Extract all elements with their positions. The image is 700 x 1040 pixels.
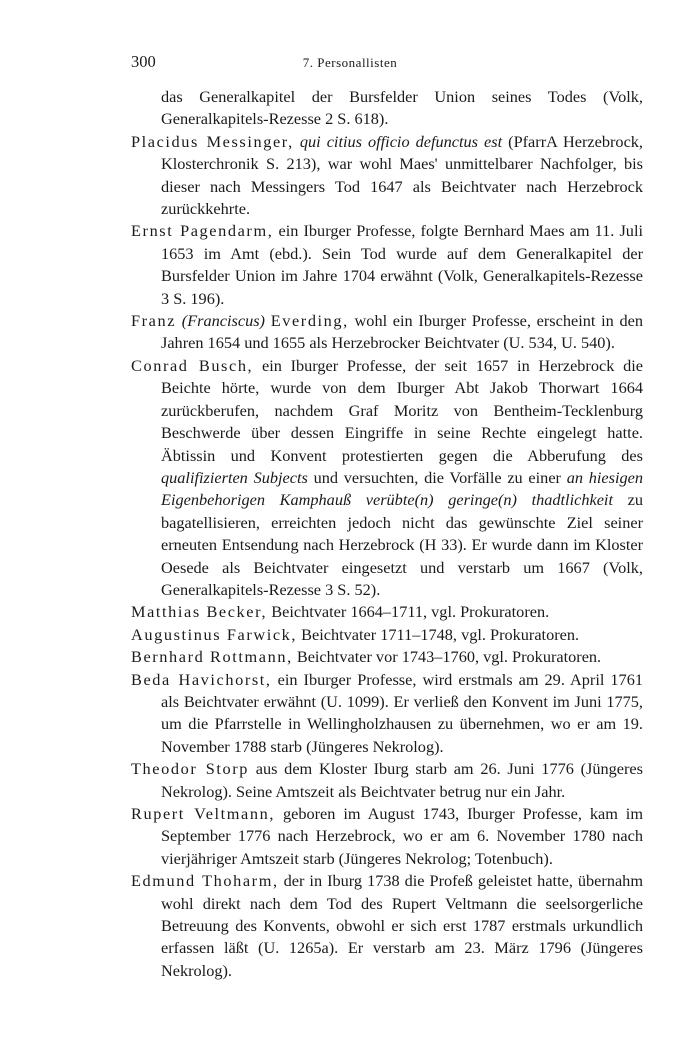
person-name-last: Everding, bbox=[270, 311, 349, 331]
entry-text: Beichtvater 1711–1748, vgl. Prokuratoren. bbox=[301, 624, 580, 644]
entry-text: (PfarrA Herzebrock, Klosterchronik S. 213), war wohl Maes' unmittelbarer Nachfolger, bis dieser nach Messingers Tod 1647 als Beichtvater nach Herzebrock zurückkehrte. bbox=[161, 131, 644, 219]
continued-paragraph bbox=[131, 86, 643, 131]
person-name: Rupert Veltmann, bbox=[131, 804, 276, 823]
entry-text: wohl ein Iburger Professe, erscheint in den Jahren 1654 und 1655 als Herzebrocker Beichtvater (U. 534, U. 540). bbox=[161, 311, 643, 353]
entry-text: ein Iburger Professe, der seit 1657 in Herzebrock die Beichte hörte, wurde von dem Iburger Abt Jakob Thorwart 1664 zurückberufen, nachdem Graf Moritz von Bentheim-Tecklenburg Beschwerde über dessen Eingriffe in seine Rechte eingelegt hatte. Äbtissin und Konvent protestierten gegen die Abberufung des bbox=[161, 355, 643, 465]
entry-text: der in Iburg 1738 die Profeß geleistet hatte, übernahm wohl direkt nach dem Tod des Rupert Veltmann die seelsorgerliche Betreuung des Konvents, obwohl er sich erst 1787 erstmals urkundlich erfassen läßt (U. 1265a). Er verstarb am 23. März 1796 (Jüngeres Nekrolog). bbox=[161, 871, 643, 980]
quote: qualifizierten Subjects bbox=[161, 467, 308, 487]
entry-text: Beichtvater 1664–1711, vgl. Prokuratoren. bbox=[271, 602, 550, 622]
person-name: Augustinus Farwick, bbox=[131, 624, 298, 644]
entry-text: ein Iburger Professe, wird erstmals am 29. April 1761 als Beichtvater erwähnt (U. 1099). Er verließ den Konvent im Juni 1775, um die Pfarrstelle in Wellingholzhausen zu übernehmen, wo er am 19. November 1788 starb (Jüngeres Nekrolog). bbox=[161, 669, 643, 756]
entry-bernhard-rottmann bbox=[131, 646, 643, 668]
entry-conrad-busch bbox=[131, 355, 643, 601]
entry-text: und versuchten, die Vorfälle zu einer bbox=[313, 467, 561, 487]
entry-rupert-veltmann bbox=[131, 803, 643, 870]
person-name: Edmund Thoharm, bbox=[131, 871, 279, 891]
entry-ernst-pagendarm bbox=[131, 220, 643, 310]
running-head: 7. Personallisten bbox=[302, 55, 398, 70]
entry-franz-everding bbox=[131, 310, 643, 355]
entry-text: zu bagatellisieren, erreichten jedoch nicht das gewünschte Ziel seiner erneuten Entsendung nach Herzebrock (H 33). Er wurde dann im Kloster Oesede als Beichtvater eingesetzt und verstarb um 1667 (Volk, Generalkapitels-Rezesse 3 S. 52). bbox=[161, 490, 643, 599]
person-name: Conrad Busch, bbox=[131, 355, 254, 375]
person-name: Beda Havichorst, bbox=[131, 669, 272, 689]
page-number: 300 bbox=[131, 52, 156, 71]
entry-beda-havichorst bbox=[131, 669, 643, 759]
latin-quote: qui citius officio defunctus est bbox=[299, 131, 503, 151]
entry-theodor-storp bbox=[131, 758, 643, 803]
entry-placidus-messinger bbox=[131, 131, 643, 221]
person-name-first: Franz bbox=[131, 311, 177, 331]
entry-text: geboren im August 1743, Iburger Professe, kam im September 1776 nach Herzebrock, wo er am 6. November 1780 nach vierjähriger Amtszeit starb (Jüngeres Nekrolog; Totenbuch). bbox=[161, 804, 643, 868]
person-name: Theodor Storp bbox=[131, 759, 249, 779]
body-text bbox=[131, 86, 643, 982]
entry-text: das Generalkapitel der Bursfelder Union seines Todes (Volk, Generalkapitels-Rezesse 2 S. 618). bbox=[161, 87, 643, 129]
entry-matthias-becker bbox=[131, 601, 643, 623]
latin-name: (Franciscus) bbox=[181, 311, 265, 331]
entry-text: ein Iburger Professe, folgte Bernhard Maes am 11. Juli 1653 im Amt (ebd.). Sein Tod wurde auf dem Generalkapitel der Bursfelder Union im Jahre 1704 erwähnt (Volk, Generalkapitels-Rezesse 3 S. 196). bbox=[161, 221, 643, 308]
person-name: Ernst Pagendarm, bbox=[131, 221, 274, 241]
person-name: Matthias Becker, bbox=[131, 602, 268, 622]
entry-edmund-thoharm bbox=[131, 870, 643, 982]
entry-text: Beichtvater vor 1743–1760, vgl. Prokuratoren. bbox=[296, 647, 602, 667]
quote: an hiesigen Eigenbehorigen Kamphauß verübte(n) geringe(n) thadtlichkeit bbox=[161, 467, 644, 510]
person-name: Bernhard Rottmann, bbox=[131, 647, 293, 667]
entry-text: aus dem Kloster Iburg starb am 26. Juni 1776 (Jüngeres Nekrolog). Seine Amtszeit als Beichtvater betrug nur ein Jahr. bbox=[161, 759, 643, 801]
person-name: Placidus Messinger, bbox=[131, 131, 294, 151]
entry-augustinus-farwick bbox=[131, 624, 643, 646]
